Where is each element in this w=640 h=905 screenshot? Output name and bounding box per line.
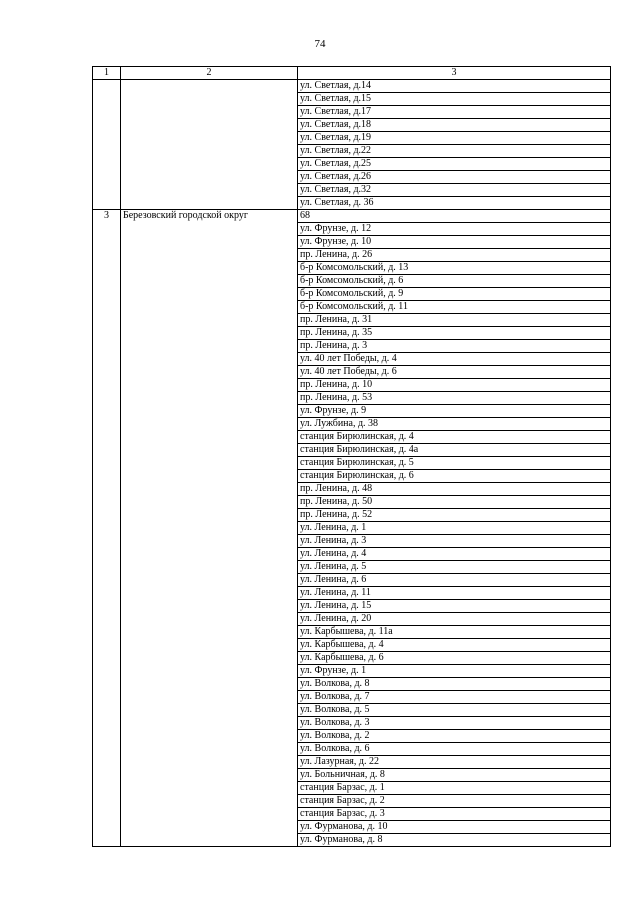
- address-cell: пр. Ленина, д. 35: [298, 327, 611, 340]
- address-cell: ул. Фрунзе, д. 12: [298, 223, 611, 236]
- address-cell: 68: [298, 210, 611, 223]
- address-cell: ул. 40 лет Победы, д. 4: [298, 353, 611, 366]
- address-cell: ул. Волкова, д. 5: [298, 704, 611, 717]
- address-cell: станция Бирюлинская, д. 5: [298, 457, 611, 470]
- address-cell: станция Бирюлинская, д. 6: [298, 470, 611, 483]
- address-cell: ул. Ленина, д. 4: [298, 548, 611, 561]
- address-cell: ул. Ленина, д. 11: [298, 587, 611, 600]
- address-cell: пр. Ленина, д. 10: [298, 379, 611, 392]
- table-body: [93, 80, 611, 847]
- table-row: [93, 210, 611, 223]
- header-row: [93, 67, 611, 80]
- address-cell: ул. Светлая, д.19: [298, 132, 611, 145]
- address-cell: ул. Ленина, д. 1: [298, 522, 611, 535]
- address-cell: ул. Карбышева, д. 6: [298, 652, 611, 665]
- address-cell: станция Барзас, д. 2: [298, 795, 611, 808]
- address-cell: станция Барзас, д. 1: [298, 782, 611, 795]
- page-number: 74: [314, 38, 326, 50]
- address-cell: ул. Волкова, д. 8: [298, 678, 611, 691]
- address-cell: ул. 40 лет Победы, д. 6: [298, 366, 611, 379]
- address-cell: ул. Волкова, д. 2: [298, 730, 611, 743]
- address-cell: б-р Комсомольский, д. 13: [298, 262, 611, 275]
- address-cell: ул. Светлая, д.32: [298, 184, 611, 197]
- header-col-2: 2: [121, 67, 298, 80]
- address-cell: ул. Фрунзе, д. 9: [298, 405, 611, 418]
- address-cell: ул. Светлая, д.26: [298, 171, 611, 184]
- address-cell: б-р Комсомольский, д. 6: [298, 275, 611, 288]
- address-cell: пр. Ленина, д. 3: [298, 340, 611, 353]
- address-cell: пр. Ленина, д. 52: [298, 509, 611, 522]
- address-cell: ул. Светлая, д.22: [298, 145, 611, 158]
- group-number: [93, 80, 121, 210]
- address-cell: пр. Ленина, д. 48: [298, 483, 611, 496]
- address-cell: пр. Ленина, д. 31: [298, 314, 611, 327]
- address-cell: ул. Ленина, д. 6: [298, 574, 611, 587]
- address-cell: ул. Волкова, д. 6: [298, 743, 611, 756]
- group-number: 3: [93, 210, 121, 847]
- address-cell: пр. Ленина, д. 50: [298, 496, 611, 509]
- address-cell: ул. Волкова, д. 7: [298, 691, 611, 704]
- address-cell: ул. Карбышева, д. 11а: [298, 626, 611, 639]
- header-col-3: 3: [298, 67, 611, 80]
- address-cell: пр. Ленина, д. 26: [298, 249, 611, 262]
- address-cell: ул. Ленина, д. 15: [298, 600, 611, 613]
- address-cell: ул. Светлая, д.15: [298, 93, 611, 106]
- address-cell: ул. Светлая, д.14: [298, 80, 611, 93]
- address-cell: б-р Комсомольский, д. 9: [298, 288, 611, 301]
- address-cell: станция Бирюлинская, д. 4а: [298, 444, 611, 457]
- address-cell: ул. Светлая, д.25: [298, 158, 611, 171]
- address-table: [92, 66, 611, 847]
- address-cell: ул. Фрунзе, д. 10: [298, 236, 611, 249]
- address-cell: пр. Ленина, д. 53: [298, 392, 611, 405]
- address-cell: ул. Ленина, д. 3: [298, 535, 611, 548]
- address-cell: станция Бирюлинская, д. 4: [298, 431, 611, 444]
- address-cell: ул. Волкова, д. 3: [298, 717, 611, 730]
- address-cell: станция Барзас, д. 3: [298, 808, 611, 821]
- group-name: [121, 80, 298, 210]
- address-cell: ул. Светлая, д.17: [298, 106, 611, 119]
- group-name: Березовский городской округ: [121, 210, 298, 847]
- table-row: [93, 80, 611, 93]
- address-cell: ул. Фрунзе, д. 1: [298, 665, 611, 678]
- address-cell: ул. Фурманова, д. 8: [298, 834, 611, 847]
- address-cell: б-р Комсомольский, д. 11: [298, 301, 611, 314]
- address-cell: ул. Лазурная, д. 22: [298, 756, 611, 769]
- address-cell: ул. Ленина, д. 5: [298, 561, 611, 574]
- address-cell: ул. Фурманова, д. 10: [298, 821, 611, 834]
- header-col-1: 1: [93, 67, 121, 80]
- address-cell: ул. Светлая, д.18: [298, 119, 611, 132]
- address-cell: ул. Ленина, д. 20: [298, 613, 611, 626]
- address-cell: ул. Лужбина, д. 38: [298, 418, 611, 431]
- address-cell: ул. Карбышева, д. 4: [298, 639, 611, 652]
- address-cell: ул. Больничная, д. 8: [298, 769, 611, 782]
- address-cell: ул. Светлая, д. 36: [298, 197, 611, 210]
